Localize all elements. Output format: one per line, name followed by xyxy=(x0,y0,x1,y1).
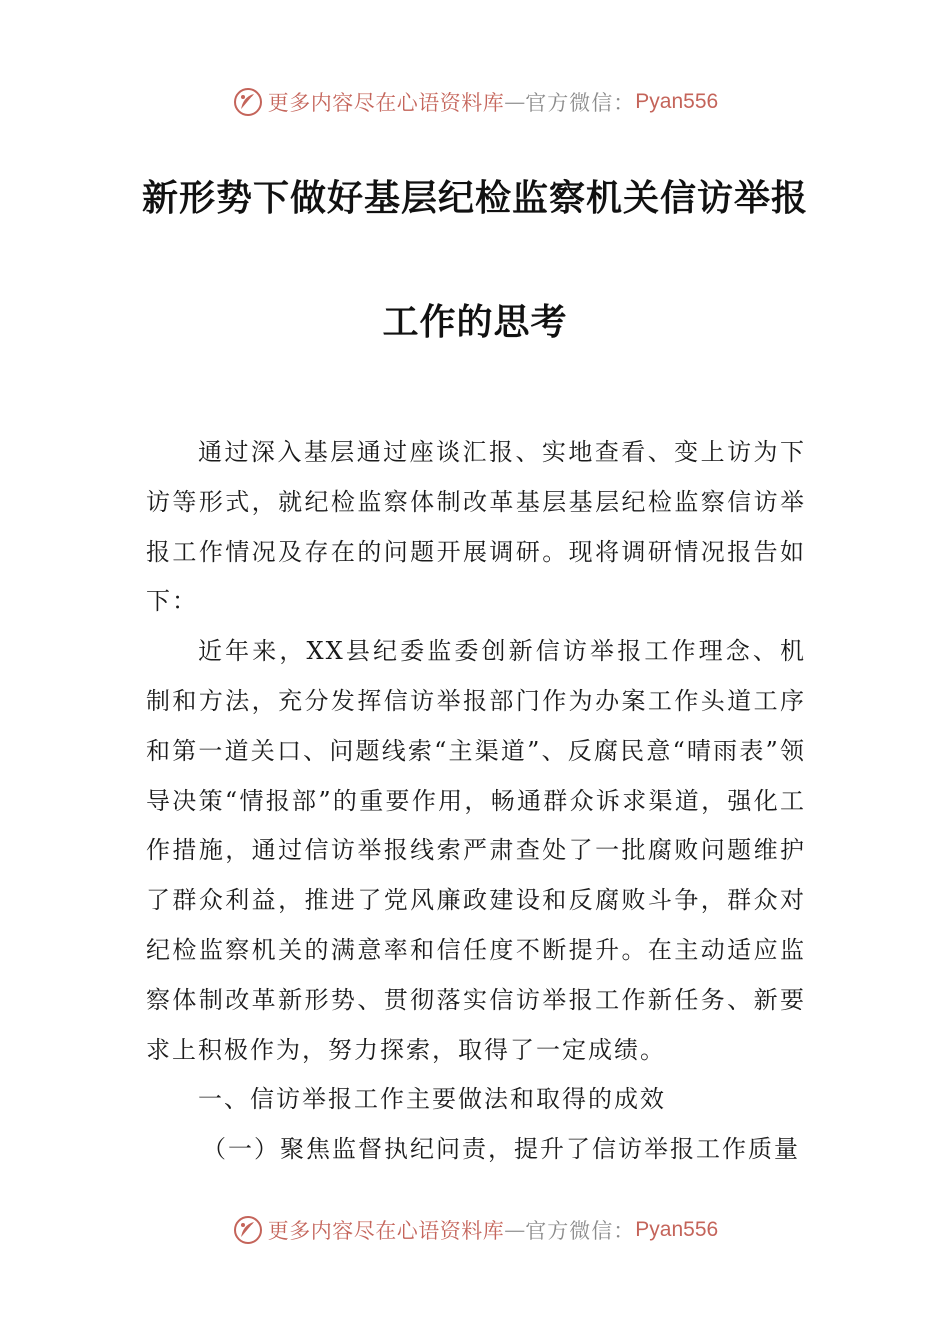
watermark-account: Pyan556 xyxy=(635,90,719,113)
paragraph-overview: 近年来，XX县纪委监委创新信访举报工作理念、机制和方法，充分发挥信访举报部门作为办案工作头道工序和第一道关口、问题线索“主渠道”、反腐民意“晴雨表”领导决策“情报部”的重要作用，畅通群众诉求渠道，强化工作措施，通过信访举报线索严肃查处了一批腐败问题维护了群众利益，推进了党风廉政建设和反腐败斗争，群众对纪检监察机关的满意率和信任度不断提升。在主动适应监察体制改革新形势、贯彻落实信访举报工作新任务、新要求上积极作为，努力探索，取得了一定成绩。 xyxy=(146,637,806,1064)
watermark-note: 官方微信： xyxy=(525,91,636,115)
paragraph-intro: 通过深入基层通过座谈汇报、实地查看、变上访为下访等形式，就纪检监察体制改革基层基层纪检监察信访举报工作情况及存在的问题开展调研。现将调研情况报告如下： xyxy=(146,438,806,616)
document-body xyxy=(146,428,806,1175)
watermark-note: 官方微信： xyxy=(525,1219,636,1243)
watermark-account: Pyan556 xyxy=(635,1218,719,1241)
subsection-heading: （一）聚焦监督执纪问责，提升了信访举报工作质量 xyxy=(202,1135,800,1164)
feather-pen-icon xyxy=(232,1214,264,1246)
document-title-line1: 新形势下做好基层纪检监察机关信访举报 xyxy=(141,178,808,219)
watermark-brand: 更多内容尽在心语资料库 xyxy=(267,91,505,115)
feather-pen-icon xyxy=(232,86,264,118)
header-watermark xyxy=(0,80,950,124)
section-heading: 一、信访举报工作主要做法和取得的成效 xyxy=(198,1085,666,1114)
watermark-brand: 更多内容尽在心语资料库 xyxy=(267,1219,505,1243)
document-title-line2: 工作的思考 xyxy=(382,302,568,343)
footer-watermark xyxy=(0,1208,950,1252)
watermark-separator: — xyxy=(504,90,526,114)
watermark-separator: — xyxy=(504,1218,526,1242)
